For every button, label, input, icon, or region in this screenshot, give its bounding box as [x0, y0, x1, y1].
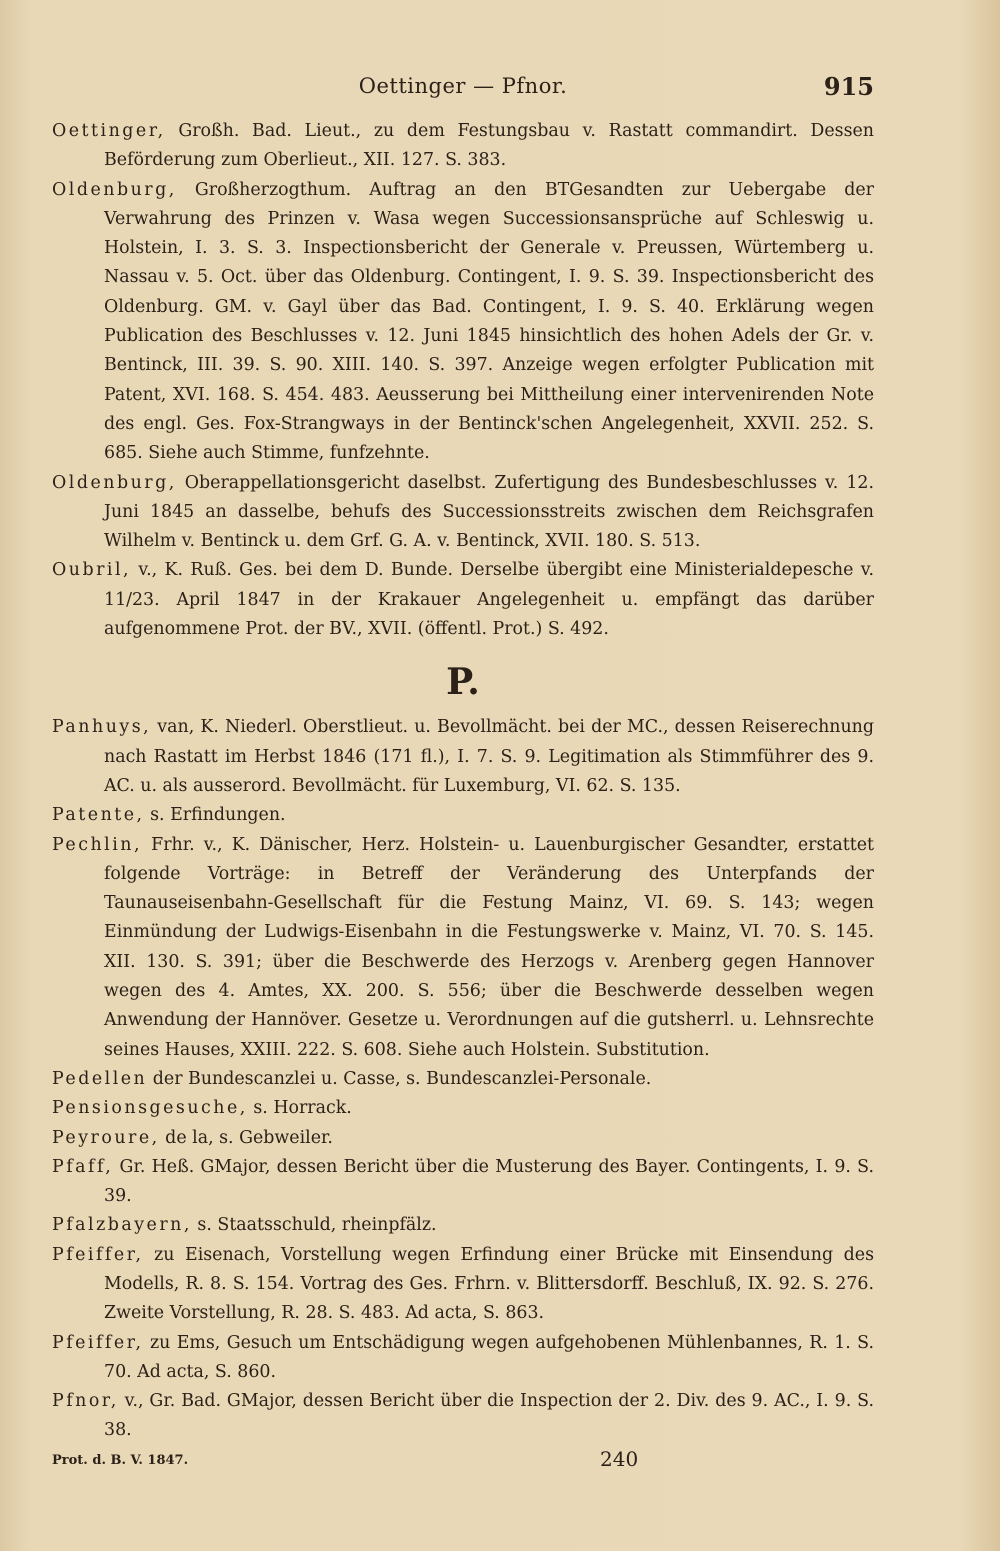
entry-keyword: Pfeiffer,: [52, 1244, 144, 1265]
index-entry: [52, 117, 874, 176]
index-entry: [52, 831, 874, 1065]
index-entry: [52, 1065, 874, 1094]
sheet-number: 240: [600, 1447, 639, 1471]
entry-text: v., Gr. Bad. GMajor, dessen Bericht über die Inspection der 2. Div. des 9. AC., I. 9. S. 38.: [104, 1391, 874, 1441]
entry-text: v., K. Ruß. Ges. bei dem D. Bunde. Derselbe übergibt eine Ministerialdepesche v. 11/23. April 1847 in der Krakauer Angelegenheit u. empfängt das darüber aufgenommene Prot. der BV., XVII. (öffentl. Prot.) S. 492.: [104, 560, 874, 640]
index-entry: [52, 1153, 874, 1212]
page-footer: [52, 1447, 874, 1477]
entry-text: Großh. Bad. Lieut., zu dem Festungsbau v. Rastatt commandirt. Dessen Beförderung zum Oberlieut., XII. 127. S. 383.: [104, 121, 874, 171]
index-entry: [52, 1329, 874, 1388]
entry-keyword: Pfalzbayern,: [52, 1215, 192, 1236]
entry-text: zu Eisenach, Vorstellung wegen Erfindung einer Brücke mit Einsendung des Modells, R. 8. S. 154. Vortrag des Ges. Frhrn. v. Blittersdorff. Beschluß, IX. 92. S. 276. Zweite Vorstellung, R. 28. S. 483. Ad acta, S. 863.: [104, 1244, 874, 1324]
entry-text: der Bundescanzlei u. Casse, s. Bundescanzlei-Personale.: [147, 1068, 652, 1089]
entry-keyword: Patente,: [52, 805, 145, 826]
index-entry: [52, 1124, 874, 1153]
index-body: [52, 117, 874, 1446]
entry-text: Großherzogthum. Auftrag an den BTGesandten zur Uebergabe der Verwahrung des Prinzen v. Wasa wegen Successionsansprüche auf Schleswig u. Holstein, I. 3. S. 3. Inspectionsbericht der Generale v. Preussen, Würtemberg u. Nassau v. 5. Oct. über das Oldenburg. Contingent, I. 9. S. 39. Inspectionsbericht des Oldenburg. GM. v. Gayl über das Bad. Contingent, I. 9. S. 40. Erklärung wegen Publication des Beschlusses v. 12. Juni 1845 hinsichtlich des hohen Adels der Gr. v. Bentinck, III. 39. S. 90. XIII. 140. S. 397. Anzeige wegen erfolgter Publication mit Patent, XVI. 168. S. 454. 483. Aeusserung bei Mittheilung einer intervenirenden Note des engl. Ges. Fox-Strangways in der Bentinck'schen Angelegenheit, XXVII. 252. S. 685. Siehe auch Stimme, funfzehnte.: [104, 179, 874, 464]
index-entry: [52, 713, 874, 801]
entry-keyword: Pfaff,: [52, 1156, 114, 1177]
entry-text: s. Staatsschuld, rheinpfälz.: [191, 1215, 437, 1236]
entry-keyword: Oettinger,: [52, 121, 166, 141]
entry-keyword: Oubril,: [52, 560, 132, 581]
index-entry: [52, 1241, 874, 1329]
entry-keyword: Peyroure,: [52, 1127, 160, 1148]
entry-text: van, K. Niederl. Oberstlieut. u. Bevollmächt. bei der MC., dessen Reiserechnung nach Rastatt im Herbst 1846 (171 fl.), I. 7. S. 9. Legitimation als Stimmführer des 9. AC. u. als ausserord. Bevollmächt. für Luxemburg, VI. 62. S. 135.: [104, 717, 874, 796]
entry-text: Frhr. v., K. Dänischer, Herz. Holstein- u. Lauenburgischer Gesandter, erstattet folgende Vorträge: in Betreff der Veränderung des Unterpfands der Taunauseisenbahn-Gesellschaft für die Festung Mainz, VI. 69. S. 143; wegen Einmündung der Ludwigs-Eisenbahn in die Festungswerke v. Mainz, VI. 70. S. 145. XII. 130. S. 391; über die Beschwerde des Herzogs v. Arenberg gegen Hannover wegen des 4. Amtes, XX. 200. S. 556; über die Beschwerde desselben wegen Anwendung der Hannöver. Gesetze u. Verordnungen auf die gutsherrl. u. Lehnsrechte seines Hauses, XXIII. 222. S. 608. Siehe auch Holstein. Substitution.: [104, 834, 874, 1060]
entry-keyword: Pechlin,: [52, 834, 143, 855]
entry-keyword: Oldenburg,: [52, 472, 177, 493]
index-entry: [52, 1094, 874, 1123]
entry-keyword: Pfnor,: [52, 1391, 119, 1412]
entry-text: de la, s. Gebweiler.: [159, 1127, 333, 1148]
index-entry: [52, 469, 874, 557]
entry-keyword: Pfeiffer,: [52, 1332, 144, 1353]
index-entry: [52, 1211, 874, 1240]
index-entries-p: [52, 713, 874, 1445]
entry-text: Gr. Heß. GMajor, dessen Bericht über die Musterung des Bayer. Contingents, I. 9. S. 39.: [104, 1156, 874, 1207]
index-entry: [52, 1387, 874, 1446]
page-number: 915: [823, 72, 874, 101]
page-header: [52, 74, 874, 108]
entry-text: s. Horrack.: [247, 1098, 352, 1119]
entry-text: zu Ems, Gesuch um Entschädigung wegen aufgehobenen Mühlenbannes, R. 1. S. 70. Ad acta, S. 860.: [104, 1332, 874, 1382]
index-entries-o: [52, 117, 874, 644]
printer-signature: Prot. d. B. V. 1847.: [52, 1453, 189, 1468]
entry-text: s. Erfindungen.: [144, 805, 286, 826]
index-entry: [52, 801, 874, 830]
index-entry: [52, 176, 874, 469]
entry-keyword: Pedellen: [52, 1068, 148, 1089]
section-letter: P.: [446, 661, 480, 704]
entry-keyword: Pensionsgesuche,: [52, 1098, 248, 1119]
entry-keyword: Panhuys,: [52, 717, 152, 738]
entry-text: Oberappellationsgericht daselbst. Zufertigung des Bundesbeschlusses v. 12. Juni 1845 an dasselbe, behufs des Successionsstreits zwischen dem Reichsgrafen Wilhelm v. Bentinck u. dem Grf. G. A. v. Bentinck, XVII. 180. S. 513.: [104, 472, 874, 552]
running-head: Oettinger — Pfnor.: [358, 74, 568, 98]
index-entry: [52, 556, 874, 644]
entry-keyword: Oldenburg,: [52, 179, 177, 200]
